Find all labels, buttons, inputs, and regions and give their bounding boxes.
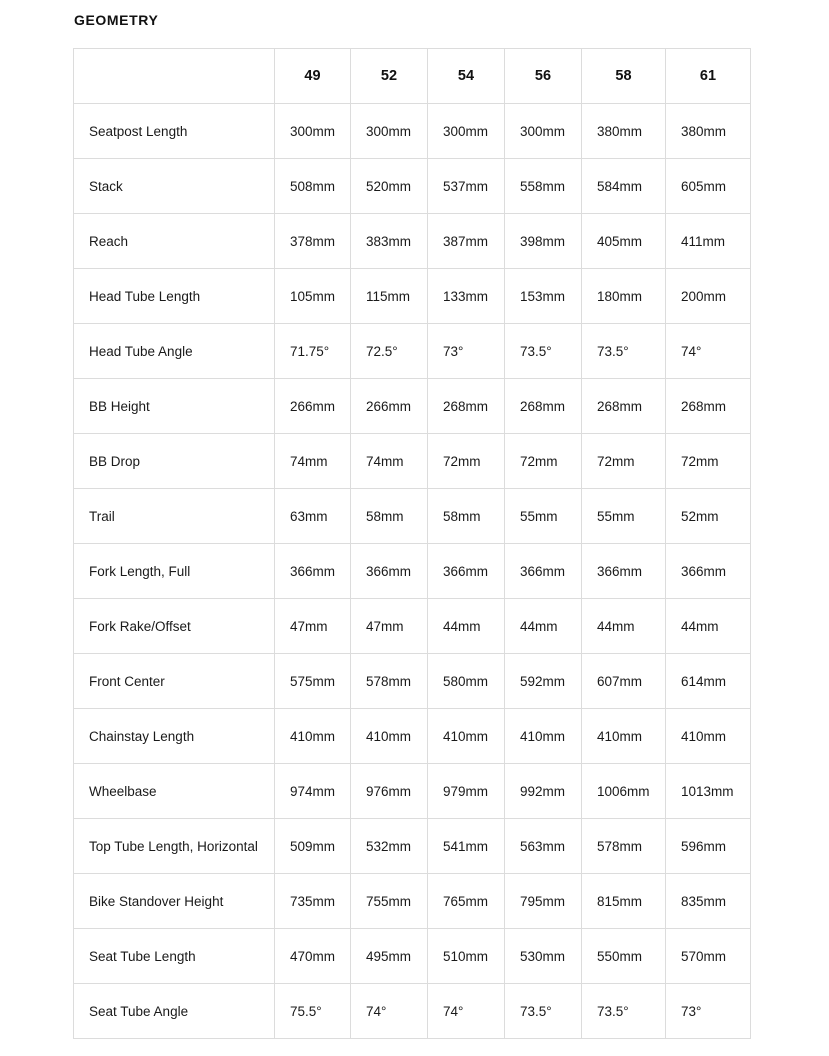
geometry-table-body — [74, 104, 751, 1039]
value-cell: 72mm — [666, 434, 751, 489]
table-row — [74, 819, 751, 874]
size-header: 52 — [351, 49, 428, 104]
value-cell: 72.5° — [351, 324, 428, 379]
value-cell: 366mm — [428, 544, 505, 599]
value-cell: 1006mm — [582, 764, 666, 819]
value-cell: 580mm — [428, 654, 505, 709]
value-cell: 520mm — [351, 159, 428, 214]
value-cell: 735mm — [275, 874, 351, 929]
value-cell: 73° — [428, 324, 505, 379]
value-cell: 530mm — [505, 929, 582, 984]
value-cell: 558mm — [505, 159, 582, 214]
value-cell: 72mm — [505, 434, 582, 489]
value-cell: 398mm — [505, 214, 582, 269]
value-cell: 266mm — [351, 379, 428, 434]
value-cell: 105mm — [275, 269, 351, 324]
value-cell: 73.5° — [582, 324, 666, 379]
table-row — [74, 489, 751, 544]
value-cell: 300mm — [351, 104, 428, 159]
value-cell: 63mm — [275, 489, 351, 544]
value-cell: 380mm — [582, 104, 666, 159]
value-cell: 52mm — [666, 489, 751, 544]
row-label: Head Tube Length — [74, 269, 275, 324]
value-cell: 578mm — [582, 819, 666, 874]
value-cell: 300mm — [275, 104, 351, 159]
table-row — [74, 104, 751, 159]
value-cell: 47mm — [351, 599, 428, 654]
value-cell: 44mm — [505, 599, 582, 654]
table-row — [74, 379, 751, 434]
size-header: 54 — [428, 49, 505, 104]
value-cell: 200mm — [666, 269, 751, 324]
value-cell: 596mm — [666, 819, 751, 874]
table-row — [74, 214, 751, 269]
value-cell: 153mm — [505, 269, 582, 324]
table-row — [74, 599, 751, 654]
value-cell: 410mm — [428, 709, 505, 764]
value-cell: 495mm — [351, 929, 428, 984]
row-label: Seat Tube Length — [74, 929, 275, 984]
value-cell: 383mm — [351, 214, 428, 269]
value-cell: 410mm — [666, 709, 751, 764]
table-row — [74, 324, 751, 379]
value-cell: 410mm — [582, 709, 666, 764]
value-cell: 266mm — [275, 379, 351, 434]
value-cell: 410mm — [351, 709, 428, 764]
table-row — [74, 929, 751, 984]
table-row — [74, 874, 751, 929]
value-cell: 411mm — [666, 214, 751, 269]
table-row — [74, 764, 751, 819]
size-header: 58 — [582, 49, 666, 104]
value-cell: 509mm — [275, 819, 351, 874]
size-header: 56 — [505, 49, 582, 104]
size-header: 61 — [666, 49, 751, 104]
value-cell: 268mm — [428, 379, 505, 434]
value-cell: 44mm — [666, 599, 751, 654]
value-cell: 44mm — [428, 599, 505, 654]
row-label: Stack — [74, 159, 275, 214]
value-cell: 268mm — [666, 379, 751, 434]
row-label: Head Tube Angle — [74, 324, 275, 379]
value-cell: 584mm — [582, 159, 666, 214]
value-cell: 974mm — [275, 764, 351, 819]
value-cell: 550mm — [582, 929, 666, 984]
row-label: Fork Rake/Offset — [74, 599, 275, 654]
value-cell: 405mm — [582, 214, 666, 269]
value-cell: 605mm — [666, 159, 751, 214]
value-cell: 73.5° — [505, 984, 582, 1039]
value-cell: 570mm — [666, 929, 751, 984]
value-cell: 58mm — [428, 489, 505, 544]
value-cell: 366mm — [505, 544, 582, 599]
row-label: Bike Standover Height — [74, 874, 275, 929]
page-title: GEOMETRY — [74, 12, 159, 28]
value-cell: 607mm — [582, 654, 666, 709]
table-row — [74, 984, 751, 1039]
value-cell: 180mm — [582, 269, 666, 324]
value-cell: 366mm — [351, 544, 428, 599]
row-label: BB Height — [74, 379, 275, 434]
header-corner-cell — [74, 49, 275, 104]
value-cell: 835mm — [666, 874, 751, 929]
value-cell: 410mm — [275, 709, 351, 764]
value-cell: 563mm — [505, 819, 582, 874]
table-row — [74, 544, 751, 599]
row-label: Fork Length, Full — [74, 544, 275, 599]
value-cell: 979mm — [428, 764, 505, 819]
value-cell: 366mm — [275, 544, 351, 599]
table-row — [74, 434, 751, 489]
value-cell: 55mm — [582, 489, 666, 544]
value-cell: 578mm — [351, 654, 428, 709]
table-row — [74, 709, 751, 764]
value-cell: 470mm — [275, 929, 351, 984]
value-cell: 58mm — [351, 489, 428, 544]
row-label: Seat Tube Angle — [74, 984, 275, 1039]
value-cell: 74° — [666, 324, 751, 379]
value-cell: 592mm — [505, 654, 582, 709]
value-cell: 537mm — [428, 159, 505, 214]
geometry-table — [73, 48, 751, 1039]
value-cell: 73° — [666, 984, 751, 1039]
value-cell: 73.5° — [505, 324, 582, 379]
value-cell: 532mm — [351, 819, 428, 874]
row-label: Chainstay Length — [74, 709, 275, 764]
value-cell: 508mm — [275, 159, 351, 214]
value-cell: 755mm — [351, 874, 428, 929]
value-cell: 72mm — [428, 434, 505, 489]
value-cell: 268mm — [505, 379, 582, 434]
value-cell: 74mm — [275, 434, 351, 489]
row-label: BB Drop — [74, 434, 275, 489]
value-cell: 510mm — [428, 929, 505, 984]
header-row — [74, 49, 751, 104]
value-cell: 992mm — [505, 764, 582, 819]
value-cell: 380mm — [666, 104, 751, 159]
value-cell: 300mm — [428, 104, 505, 159]
value-cell: 44mm — [582, 599, 666, 654]
value-cell: 75.5° — [275, 984, 351, 1039]
value-cell: 115mm — [351, 269, 428, 324]
value-cell: 366mm — [666, 544, 751, 599]
value-cell: 976mm — [351, 764, 428, 819]
value-cell: 300mm — [505, 104, 582, 159]
value-cell: 133mm — [428, 269, 505, 324]
value-cell: 575mm — [275, 654, 351, 709]
row-label: Wheelbase — [74, 764, 275, 819]
value-cell: 815mm — [582, 874, 666, 929]
value-cell: 71.75° — [275, 324, 351, 379]
value-cell: 47mm — [275, 599, 351, 654]
value-cell: 55mm — [505, 489, 582, 544]
value-cell: 74° — [428, 984, 505, 1039]
value-cell: 74° — [351, 984, 428, 1039]
size-header: 49 — [275, 49, 351, 104]
value-cell: 1013mm — [666, 764, 751, 819]
value-cell: 268mm — [582, 379, 666, 434]
value-cell: 765mm — [428, 874, 505, 929]
row-label: Top Tube Length, Horizontal — [74, 819, 275, 874]
row-label: Trail — [74, 489, 275, 544]
table-row — [74, 654, 751, 709]
table-row — [74, 269, 751, 324]
value-cell: 410mm — [505, 709, 582, 764]
value-cell: 387mm — [428, 214, 505, 269]
value-cell: 541mm — [428, 819, 505, 874]
value-cell: 378mm — [275, 214, 351, 269]
value-cell: 366mm — [582, 544, 666, 599]
value-cell: 73.5° — [582, 984, 666, 1039]
value-cell: 795mm — [505, 874, 582, 929]
value-cell: 74mm — [351, 434, 428, 489]
value-cell: 72mm — [582, 434, 666, 489]
table-row — [74, 159, 751, 214]
row-label: Front Center — [74, 654, 275, 709]
row-label: Reach — [74, 214, 275, 269]
value-cell: 614mm — [666, 654, 751, 709]
row-label: Seatpost Length — [74, 104, 275, 159]
